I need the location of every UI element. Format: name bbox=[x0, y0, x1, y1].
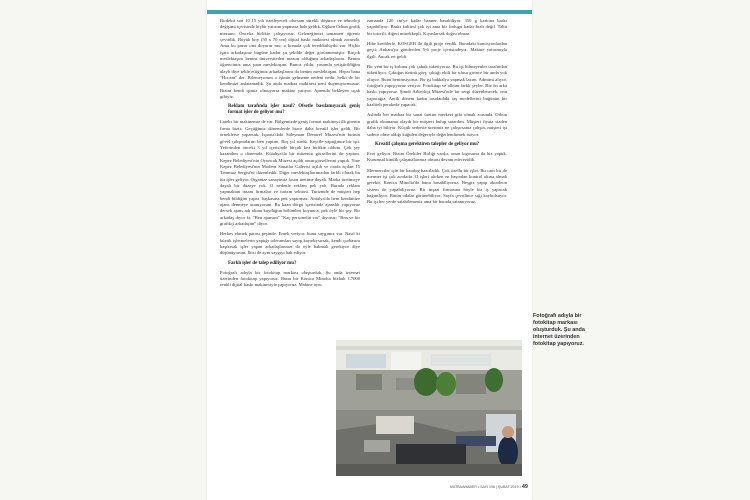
question-heading: Reklam tarafında işler nasıl? Ofsetle basılamıyacak geniş format işler de geliyor mu? bbox=[228, 104, 360, 116]
office-photo-icon bbox=[336, 340, 522, 476]
page-footer bbox=[443, 484, 528, 490]
paragraph: Birdekii son 10 15 yılı özetleyecek olursam sürekli döşünce ve teknoloji değişimi içerisinde hiçbir yatırım yapmasa hale geldik. Oğlum Orkun grafik mezunu. Önceliz birlikte çalışıyoruz. Geleneğimizi tamamen öğrenir çevirdik. Büyük boy (50 x 70 cm) dijital baskı makinesi olmak zorunda. Ama bu pazar ona doyurur mu; o konuda çok tereddütlüydü var. Hiçbir işara arkadaşınız bugüne kadar şu şekilde değer görünmemiştir. Birçok meslektaşım benim üniversiteden mezun olduğum arkadaşlarım. Benim öğrencimiz ama şuan meslektaşım. Bunca yıldır, yasamla yetiştirildiğim alayb diye tekle ettiğimiz arkadaşlarım da benim meslektaşım. Hepsi bana "Hocam" der. Bilemeyorum o işimin gelmeme nedeni nedir, belki de bir kendimizi anlatamadık. Şu anda matbaa makinesi neni duymuyormusuz. Bizim kendi işimiz olmuyorsa makine yatıyor. Aprenda bekleyen uçak gibiyiz. bbox=[220, 18, 360, 100]
photo-caption: Fotoğrafı adıyla bir fotokitap markası oluşturduk. Şu anda internet üzerinden fotokitap yapıyoruz. bbox=[533, 313, 585, 347]
question-heading: Farklı işler de talep ediliyor mu? bbox=[228, 260, 297, 266]
paragraph: Herkes ekmek parası peşinde. Emek veriyor, bunu saygımız var. Nasıl ki büyük işletmelerin yaptığı toleranslan sayıp kayadıysırsak, kendi çorbasını kaşıkrsak işler yapan arkadaşlarınızı da öyle bakmak gerekiyor diye düşünüyorum. İkisi de aynı saygıyı hak ediyor. bbox=[220, 231, 360, 256]
article-column-left bbox=[220, 18, 360, 293]
paragraph: Bir yeni bir iş kolunu çok çabuk tüketiyoruz. Bu işi bilmeyenler tarafından tüketiliyor. Çıktığın türünü görş, çıktığı ekili bir ulusa girince bir anda yok oluyor. Bunu benimsiyoruz. Bu işi bakkalya yapmak lazım. Admimi alıyor, fotoğrafı yapışıyoruz veriyor. Fotokitap ve albüm farklı şeyler. Biz ön arka baskı yapıyoruz. Şimdi Arkeoloji Müzesi'nde bir sergi düzenlenecek, onu yapacağız. Antik dönem kadın tasıdaıdaki taş modellerini buğünün bir kaaliteli perakede yapacak. bbox=[367, 64, 507, 108]
paragraph: Fotoğrafı adıyla bir fotokitap markası oluşturduk. Şu anda internet üzerinden fotokitap yapıyoruz. Bunu bir Konica Minolta bizhub C7000 renkli dijital baskı makinesiyle yapıyoruz. Makine aynı bbox=[220, 269, 360, 288]
paragraph: Mermerciler için bir katalog hazırladık. Çok özellu bir işler. Bu cam bir de mermer işi çok zordadır. O işleri alırken en başından kontrol altına almak gerekir. Konica Minolta'da bunu basabiliyoruz. Beşgiz yapıp akordeon sistem de yapabiliyoruz. Bir inşaat firmasına böyle bir iş yapacak bağımlıyor. Bütün odalar görünebiliyor. Sayfa çevrilince sığı kaybolsuyor. Bu işi her yerde satabilemeniz ama bir burada satamıyoruz. bbox=[367, 167, 507, 205]
magazine-issue-label: MATBAAHABER • SAYI 196 | ŞUBAT 2019 • bbox=[449, 485, 521, 489]
question-heading: Kreatif çalışma gerektiren talepler de geliyor mu? bbox=[375, 141, 480, 147]
accent-bar bbox=[207, 10, 532, 14]
article-column-right bbox=[367, 18, 507, 210]
paragraph: Aslında her matbaa bir sanat üretim merkezi gibi olmak zorunda. Orkun grafik okumama olaydı bir müşteri bulup satardım. Müşteri fiyata sizden daha iyi biliyor. Küçük serbeste üretimiz ne çalışırsanız çalışın, müşteri işi sadece olme aldığı küğulen değeriyle değerlendirmek istiyor. bbox=[367, 112, 507, 137]
paragraph: zamanda 120 cm'ye kadar banner basabiliyor. 350 g kartona baskı yapabiliyor. Baskı kalitesi çok iyi ama bir fırdugu kadar hızlı değil. Tabii bir totorili, diğeri mürekkepli. Kıyaslarsak doğru olmaz. bbox=[367, 18, 507, 36]
paragraph: Evet geliyor. Bizim Örekiler Birliği vardır, onun logosunu da biz yaptık. Kurumsal kimlik çalışmalarımız olması devam edecezidik. bbox=[367, 150, 507, 163]
page-number: 49 bbox=[521, 484, 528, 490]
paragraph: Hibe kredilerle, KOSGEB ile ilgili proje verdik. Buradaki komisyonlardan geçti; Ankara'ya gönderilen 5-6 proje içerisindeyiz. Makine yatırımıyla ilgili. Ancak ret geldi. bbox=[367, 41, 507, 59]
paragraph: Lateks bir makinemiz de var. Bölgemizde geniş format makineyi ilk girenin firma biziz. Geçtiğimiz dönemlerde bizce daha kreatif işler geldi. Bir örneklerse yaparsak, Isparta'daki Süleyman Demirel Müzesi'nin birinin gövel çalışmalarını ben yaptım. Boş yıl sürdü. Keyifle yaptığımız bir işti. Yeferinden önceki 3 yıl içerisinde birçok kez birlikte oldum. Çok şey kazandım o dönemde. Kütahya'da bir müzenin görsellerini de yaptım. Kepez Belediyesi'nin Oyuncak Müzesi açıldı onun görsellerini yaptık. Yine Kepez Belediyesi'nin Modern Sanatlar Galerisi açıldı ve orada açılan 15 Temmuz Sergisi'ni düzenledik. Diğer meslektaşlarımızdan farklı olarak bu tür işler geliyor. Organize sanayimiz fason üretime dayalı. Marka üretimeye dayalı bir düzeye yok. O nedenle reklam pek yok. Burada reklam yapmaktan insanı firmaları ve turizm sektörü. Turizmde de müşteri hep kendi bildiğini yapar, başkasına pek yaptırmaz. Antalya'da hem kendimize ajans denmeye utanıyorum. Bu kaan dörgü içerisinde ajanslık yapıyoruz dersek ajans adı altına koyduğun bölümleri koyunca, pek öyle bir şey. Bir arkadaş diyor ki: "Ben ajansım" "Kaç personelin var" diyoruz; "Ben ve bir grafikçi arkadaşım" diyor. bbox=[220, 119, 360, 226]
